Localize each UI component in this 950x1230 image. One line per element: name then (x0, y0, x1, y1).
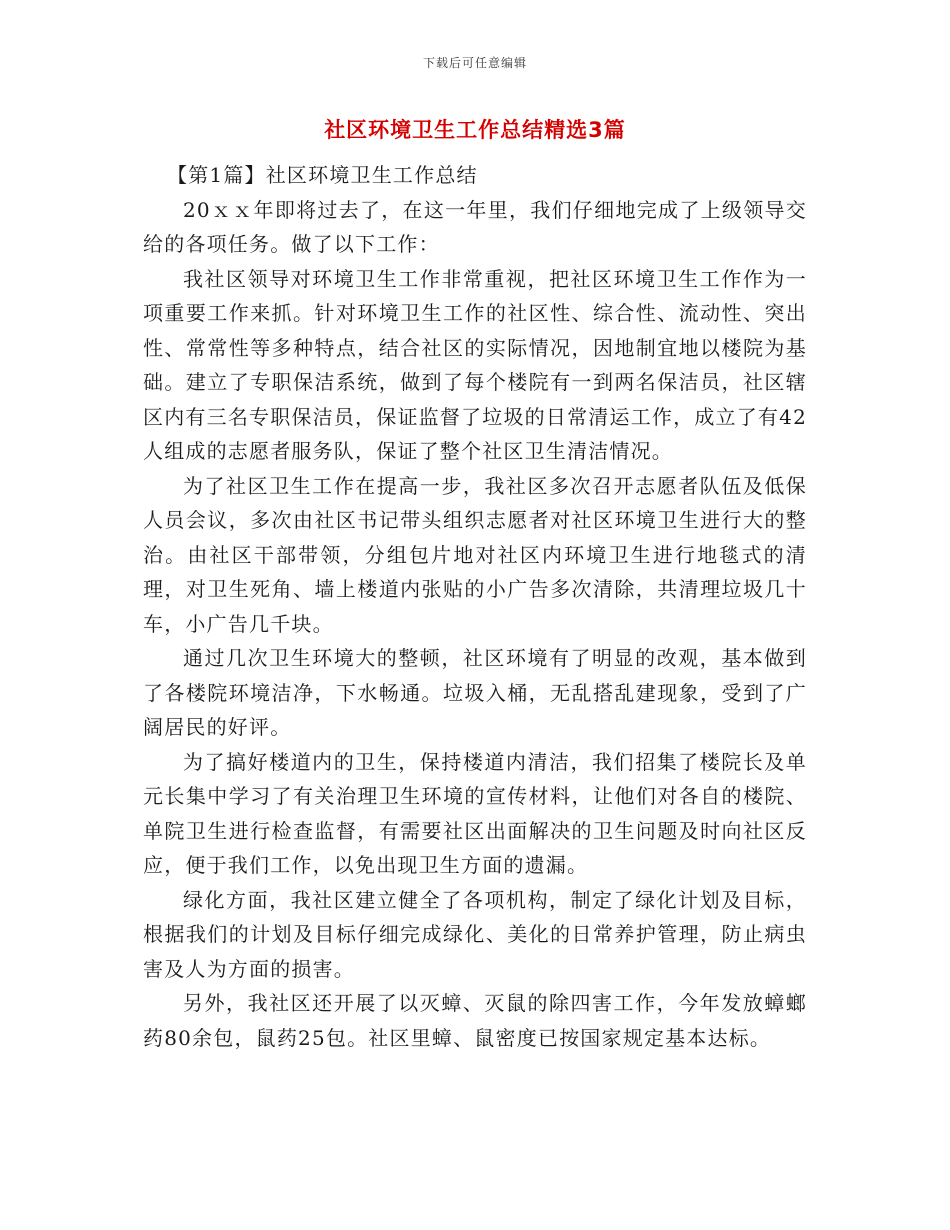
paragraph: 通过几次卫生环境大的整顿，社区环境有了明显的改观，基本做到了各楼院环境洁净，下水畅通。垃圾入桶，无乱搭乱建现象，受到了广阔居民的好评。 (143, 646, 807, 739)
paragraph: 绿化方面，我社区建立健全了各项机构，制定了绿化计划及目标，根据我们的计划及目标仔细完成绿化、美化的日常养护管理，防止病虫害及人为方面的损害。 (143, 887, 807, 981)
document-body (143, 158, 807, 1055)
paragraph: 我社区领导对环境卫生工作非常重视，把社区环境卫生工作作为一项重要工作来抓。针对环境卫生工作的社区性、综合性、流动性、突出性、常常性等多种特点，结合社区的实际情况，因地制宜地以楼院为基础。建立了专职保洁系统，做到了每个楼院有一到两名保洁员，社区辖区内有三名专职保洁员，保证监督了垃圾的日常清运工作，成立了有42人组成的志愿者服务队，保证了整个社区卫生清洁情况。 (143, 266, 807, 463)
paragraph: 另外，我社区还开展了以灭蟑、灭鼠的除四害工作，今年发放蟑螂药80余包，鼠药25包。社区里蟑、鼠密度已按国家规定基本达标。 (143, 991, 807, 1050)
paragraph: 为了社区卫生工作在提高一步，我社区多次召开志愿者队伍及低保人员会议，多次由社区书记带头组织志愿者对社区环境卫生进行大的整治。由社区干部带领，分组包片地对社区内环境卫生进行地毯式的清理，对卫生死角、墙上楼道内张贴的小广告多次清除，共清理垃圾几十车，小广告几千块。 (143, 473, 807, 636)
paragraph: 20ｘｘ年即将过去了，在这一年里，我们仔细地完成了上级领导交给的各项任务。做了以下工作： (143, 197, 807, 256)
section-heading: 【第1篇】社区环境卫生工作总结 (167, 163, 478, 187)
paragraph: 为了搞好楼道内的卫生，保持楼道内清洁，我们招集了楼院长及单元长集中学习了有关治理卫生环境的宣传材料，让他们对各自的楼院、单院卫生进行检查监督，有需要社区出面解决的卫生问题及时向社区反应，便于我们工作，以免出现卫生方面的遗漏。 (143, 749, 807, 877)
header-note: 下载后可任意编辑 (422, 56, 527, 70)
document-title: 社区环境卫生工作总结精选3篇 (324, 118, 626, 142)
